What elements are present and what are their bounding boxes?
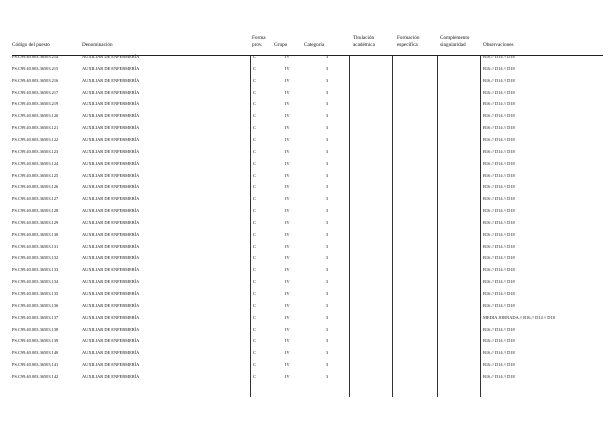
cell-denominacion: AUXILIAR DE ENFERMERÍA bbox=[82, 338, 140, 344]
cell-denominacion: AUXILIAR DE ENFERMERÍA bbox=[82, 362, 140, 368]
cell-forma-prov: C bbox=[253, 101, 256, 107]
cell-categoria: 3 bbox=[326, 314, 329, 320]
cell-categoria: 3 bbox=[326, 184, 329, 190]
cell-codigo: PS.C99.40.003.36503.132 bbox=[12, 255, 59, 261]
cell-denominacion: AUXILIAR DE ENFERMERÍA bbox=[82, 243, 140, 249]
cell-categoria: 3 bbox=[326, 231, 329, 237]
table-row bbox=[0, 122, 615, 134]
cell-forma-prov: C bbox=[253, 89, 256, 95]
header-forma-prov-line2: prov. bbox=[252, 42, 263, 48]
cell-observaciones: B16 // D14 // D18 bbox=[483, 255, 515, 261]
cell-forma-prov: C bbox=[253, 326, 256, 332]
cell-forma-prov: C bbox=[253, 54, 256, 59]
cell-observaciones: B16 // D14 // D18 bbox=[483, 208, 515, 214]
cell-codigo: PS.C99.40.003.36503.126 bbox=[12, 184, 59, 190]
cell-codigo: PS.C99.40.003.36503.128 bbox=[12, 208, 59, 214]
cell-observaciones: B16 // D14 // D18 bbox=[483, 101, 515, 107]
cell-denominacion: AUXILIAR DE ENFERMERÍA bbox=[82, 219, 140, 225]
header-titulacion-line2: académica bbox=[353, 42, 375, 48]
cell-grupo: IV bbox=[285, 219, 290, 225]
cell-codigo: PS.C99.40.003.36503.121 bbox=[12, 125, 59, 131]
cell-observaciones: B16 // D14 // D18 bbox=[483, 113, 515, 119]
cell-forma-prov: C bbox=[253, 338, 256, 344]
cell-categoria: 3 bbox=[326, 65, 329, 71]
cell-denominacion: AUXILIAR DE ENFERMERÍA bbox=[82, 350, 140, 356]
cell-denominacion: AUXILIAR DE ENFERMERÍA bbox=[82, 148, 140, 154]
cell-observaciones: B16 // D14 // D18 bbox=[483, 291, 515, 296]
cell-observaciones: B16 // D14 // D18 bbox=[483, 184, 515, 190]
header-complemento-line1: Complemento bbox=[440, 35, 470, 41]
cell-categoria: 3 bbox=[326, 362, 329, 368]
cell-denominacion: AUXILIAR DE ENFERMERÍA bbox=[82, 231, 140, 237]
table-row bbox=[0, 170, 615, 182]
header-codigo: Código del puesto bbox=[12, 42, 50, 48]
cell-grupo: IV bbox=[285, 373, 290, 379]
cell-observaciones: B16 // D14 // D18 bbox=[483, 54, 515, 59]
table-row bbox=[0, 63, 615, 75]
cell-observaciones: B16 // D14 // D18 bbox=[483, 65, 515, 71]
table-row bbox=[0, 134, 615, 146]
header-formacion-line2: específica bbox=[397, 42, 418, 48]
cell-codigo: PS.C99.40.003.36503.130 bbox=[12, 231, 59, 237]
table-row bbox=[0, 264, 615, 276]
cell-observaciones: B16 // D14 // D18 bbox=[483, 136, 515, 142]
cell-forma-prov: C bbox=[253, 136, 256, 142]
cell-forma-prov: C bbox=[253, 302, 256, 308]
table-row bbox=[0, 288, 615, 300]
cell-forma-prov: C bbox=[253, 373, 256, 379]
cell-denominacion: AUXILIAR DE ENFERMERÍA bbox=[82, 314, 140, 320]
cell-codigo: PS.C99.40.003.36503.141 bbox=[12, 362, 59, 368]
cell-codigo: PS.C99.40.003.36503.131 bbox=[12, 243, 59, 249]
table-row bbox=[0, 324, 615, 336]
cell-categoria: 3 bbox=[326, 255, 329, 261]
cell-forma-prov: C bbox=[253, 208, 256, 214]
cell-denominacion: AUXILIAR DE ENFERMERÍA bbox=[82, 208, 140, 214]
cell-categoria: 3 bbox=[326, 136, 329, 142]
table-row bbox=[0, 229, 615, 241]
cell-denominacion: AUXILIAR DE ENFERMERÍA bbox=[82, 65, 140, 71]
cell-denominacion: AUXILIAR DE ENFERMERÍA bbox=[82, 172, 140, 178]
cell-categoria: 3 bbox=[326, 172, 329, 178]
table-row bbox=[0, 51, 615, 63]
cell-observaciones: B16 // D14 // D18 bbox=[483, 338, 515, 344]
cell-grupo: IV bbox=[285, 314, 290, 320]
cell-observaciones: B16 // D14 // D18 bbox=[483, 172, 515, 178]
cell-grupo: IV bbox=[285, 136, 290, 142]
cell-categoria: 3 bbox=[326, 208, 329, 214]
cell-forma-prov: C bbox=[253, 279, 256, 285]
cell-categoria: 3 bbox=[326, 302, 329, 308]
cell-forma-prov: C bbox=[253, 243, 256, 249]
table-row bbox=[0, 359, 615, 371]
table-row bbox=[0, 347, 615, 359]
cell-grupo: IV bbox=[285, 350, 290, 356]
cell-observaciones: B16 // D14 // D18 bbox=[483, 219, 515, 225]
cell-grupo: IV bbox=[285, 101, 290, 107]
cell-denominacion: AUXILIAR DE ENFERMERÍA bbox=[82, 255, 140, 261]
cell-categoria: 3 bbox=[326, 148, 329, 154]
cell-denominacion: AUXILIAR DE ENFERMERÍA bbox=[82, 54, 140, 59]
table-row bbox=[0, 241, 615, 253]
cell-observaciones: B16 // D14 // D18 bbox=[483, 326, 515, 332]
cell-grupo: IV bbox=[285, 362, 290, 368]
cell-grupo: IV bbox=[285, 125, 290, 131]
cell-forma-prov: C bbox=[253, 350, 256, 356]
cell-categoria: 3 bbox=[326, 219, 329, 225]
cell-denominacion: AUXILIAR DE ENFERMERÍA bbox=[82, 184, 140, 190]
cell-observaciones: B16 // D14 // D18 bbox=[483, 231, 515, 237]
cell-categoria: 3 bbox=[326, 77, 329, 83]
cell-grupo: IV bbox=[285, 172, 290, 178]
table-row bbox=[0, 276, 615, 288]
cell-categoria: 3 bbox=[326, 326, 329, 332]
cell-grupo: IV bbox=[285, 255, 290, 261]
cell-observaciones: B16 // D14 // D18 bbox=[483, 373, 515, 379]
header-observaciones: Observaciones bbox=[483, 42, 514, 48]
cell-denominacion: AUXILIAR DE ENFERMERÍA bbox=[82, 77, 140, 83]
cell-codigo: PS.C99.40.003.36503.123 bbox=[12, 148, 59, 154]
header-denominacion: Denominación bbox=[82, 42, 113, 48]
table-row bbox=[0, 300, 615, 312]
cell-denominacion: AUXILIAR DE ENFERMERÍA bbox=[82, 373, 140, 379]
header-titulacion-line1: Titulación bbox=[353, 35, 375, 41]
cell-denominacion: AUXILIAR DE ENFERMERÍA bbox=[82, 267, 140, 273]
cell-forma-prov: C bbox=[253, 172, 256, 178]
cell-forma-prov: C bbox=[253, 362, 256, 368]
cell-codigo: PS.C99.40.003.36503.214 bbox=[12, 54, 59, 59]
table-row bbox=[0, 75, 615, 87]
cell-codigo: PS.C99.40.003.36503.140 bbox=[12, 350, 59, 356]
cell-categoria: 3 bbox=[326, 243, 329, 249]
cell-denominacion: AUXILIAR DE ENFERMERÍA bbox=[82, 291, 140, 296]
cell-denominacion: AUXILIAR DE ENFERMERÍA bbox=[82, 160, 140, 166]
cell-forma-prov: C bbox=[253, 113, 256, 119]
cell-grupo: IV bbox=[285, 338, 290, 344]
cell-codigo: PS.C99.40.003.36503.125 bbox=[12, 172, 59, 178]
cell-forma-prov: C bbox=[253, 65, 256, 71]
cell-codigo: PS.C99.40.003.36503.120 bbox=[12, 113, 59, 119]
cell-grupo: IV bbox=[285, 196, 290, 202]
cell-codigo: PS.C99.40.003.36503.127 bbox=[12, 196, 59, 202]
table-row bbox=[0, 217, 615, 229]
header-grupo: Grupo bbox=[274, 42, 288, 48]
cell-categoria: 3 bbox=[326, 338, 329, 344]
cell-categoria: 3 bbox=[326, 125, 329, 131]
cell-grupo: IV bbox=[285, 184, 290, 190]
cell-forma-prov: C bbox=[253, 125, 256, 131]
cell-grupo: IV bbox=[285, 302, 290, 308]
cell-observaciones: B16 // D14 // D18 bbox=[483, 148, 515, 154]
cell-grupo: IV bbox=[285, 160, 290, 166]
table-row bbox=[0, 205, 615, 217]
cell-grupo: IV bbox=[285, 243, 290, 249]
cell-codigo: PS.C99.40.003.36503.219 bbox=[12, 101, 59, 107]
cell-codigo: PS.C99.40.003.36503.215 bbox=[12, 65, 59, 71]
cell-codigo: PS.C99.40.003.36503.137 bbox=[12, 314, 59, 320]
cell-codigo: PS.C99.40.003.36503.122 bbox=[12, 136, 59, 142]
cell-codigo: PS.C99.40.003.36503.133 bbox=[12, 267, 59, 273]
cell-observaciones: B16 // D14 // D18 bbox=[483, 362, 515, 368]
table-row bbox=[0, 110, 615, 122]
cell-denominacion: AUXILIAR DE ENFERMERÍA bbox=[82, 136, 140, 142]
cell-observaciones: B16 // D14 // D18 bbox=[483, 125, 515, 131]
cell-categoria: 3 bbox=[326, 160, 329, 166]
cell-grupo: IV bbox=[285, 231, 290, 237]
cell-observaciones: B16 // D14 // D18 bbox=[483, 196, 515, 202]
table-row bbox=[0, 146, 615, 158]
cell-grupo: IV bbox=[285, 279, 290, 285]
cell-forma-prov: C bbox=[253, 219, 256, 225]
cell-forma-prov: C bbox=[253, 291, 256, 296]
header-formacion-line1: Formación bbox=[397, 35, 420, 41]
cell-categoria: 3 bbox=[326, 267, 329, 273]
cell-categoria: 3 bbox=[326, 113, 329, 119]
cell-codigo: PS.C99.40.003.36503.216 bbox=[12, 77, 59, 83]
cell-codigo: PS.C99.40.003.36503.134 bbox=[12, 279, 59, 285]
cell-denominacion: AUXILIAR DE ENFERMERÍA bbox=[82, 89, 140, 95]
cell-forma-prov: C bbox=[253, 148, 256, 154]
header-forma-prov-line1: Forma bbox=[252, 35, 266, 41]
cell-observaciones: B16 // D14 // D18 bbox=[483, 89, 515, 95]
cell-grupo: IV bbox=[285, 208, 290, 214]
cell-denominacion: AUXILIAR DE ENFERMERÍA bbox=[82, 101, 140, 107]
cell-codigo: PS.C99.40.003.36503.136 bbox=[12, 302, 59, 308]
table-row bbox=[0, 252, 615, 264]
cell-categoria: 3 bbox=[326, 373, 329, 379]
cell-grupo: IV bbox=[285, 267, 290, 273]
table-row bbox=[0, 87, 615, 99]
cell-grupo: IV bbox=[285, 77, 290, 83]
table-row bbox=[0, 98, 615, 110]
cell-observaciones: B16 // D14 // D18 bbox=[483, 243, 515, 249]
cell-observaciones: B16 // D14 // D18 bbox=[483, 279, 515, 285]
cell-categoria: 3 bbox=[326, 279, 329, 285]
cell-observaciones: B16 // D14 // D18 bbox=[483, 350, 515, 356]
cell-forma-prov: C bbox=[253, 267, 256, 273]
cell-grupo: IV bbox=[285, 65, 290, 71]
cell-grupo: IV bbox=[285, 291, 290, 296]
cell-codigo: PS.C99.40.003.36503.142 bbox=[12, 373, 59, 379]
header-complemento-line2: singularidad bbox=[440, 42, 466, 48]
cell-categoria: 3 bbox=[326, 54, 329, 59]
cell-codigo: PS.C99.40.003.36503.138 bbox=[12, 326, 59, 332]
cell-categoria: 3 bbox=[326, 291, 329, 296]
cell-denominacion: AUXILIAR DE ENFERMERÍA bbox=[82, 196, 140, 202]
cell-forma-prov: C bbox=[253, 255, 256, 261]
cell-grupo: IV bbox=[285, 54, 290, 59]
cell-observaciones: MEDIA JORNADA // B16 // D14 // D18 bbox=[483, 314, 555, 320]
cell-codigo: PS.C99.40.003.36503.217 bbox=[12, 89, 59, 95]
cell-observaciones: B16 // D14 // D18 bbox=[483, 160, 515, 166]
cell-forma-prov: C bbox=[253, 77, 256, 83]
cell-grupo: IV bbox=[285, 148, 290, 154]
cell-forma-prov: C bbox=[253, 231, 256, 237]
cell-categoria: 3 bbox=[326, 101, 329, 107]
cell-observaciones: B16 // D14 // D18 bbox=[483, 77, 515, 83]
cell-denominacion: AUXILIAR DE ENFERMERÍA bbox=[82, 113, 140, 119]
table-row bbox=[0, 181, 615, 193]
cell-forma-prov: C bbox=[253, 160, 256, 166]
cell-denominacion: AUXILIAR DE ENFERMERÍA bbox=[82, 326, 140, 332]
cell-grupo: IV bbox=[285, 113, 290, 119]
cell-categoria: 3 bbox=[326, 350, 329, 356]
cell-categoria: 3 bbox=[326, 196, 329, 202]
cell-codigo: PS.C99.40.003.36503.129 bbox=[12, 219, 59, 225]
cell-codigo: PS.C99.40.003.36503.139 bbox=[12, 338, 59, 344]
cell-denominacion: AUXILIAR DE ENFERMERÍA bbox=[82, 302, 140, 308]
table-row bbox=[0, 335, 615, 347]
cell-denominacion: AUXILIAR DE ENFERMERÍA bbox=[82, 125, 140, 131]
cell-observaciones: B16 // D14 // D18 bbox=[483, 302, 515, 308]
table-row bbox=[0, 193, 615, 205]
cell-codigo: PS.C99.40.003.36503.135 bbox=[12, 291, 59, 296]
cell-grupo: IV bbox=[285, 326, 290, 332]
cell-forma-prov: C bbox=[253, 314, 256, 320]
cell-forma-prov: C bbox=[253, 184, 256, 190]
table-row bbox=[0, 371, 615, 383]
cell-denominacion: AUXILIAR DE ENFERMERÍA bbox=[82, 279, 140, 285]
cell-codigo: PS.C99.40.003.36503.124 bbox=[12, 160, 59, 166]
cell-grupo: IV bbox=[285, 89, 290, 95]
cell-observaciones: B16 // D14 // D18 bbox=[483, 267, 515, 273]
cell-categoria: 3 bbox=[326, 89, 329, 95]
header-categoria: Categoría bbox=[304, 42, 325, 48]
table-row bbox=[0, 312, 615, 324]
table-row bbox=[0, 158, 615, 170]
cell-forma-prov: C bbox=[253, 196, 256, 202]
